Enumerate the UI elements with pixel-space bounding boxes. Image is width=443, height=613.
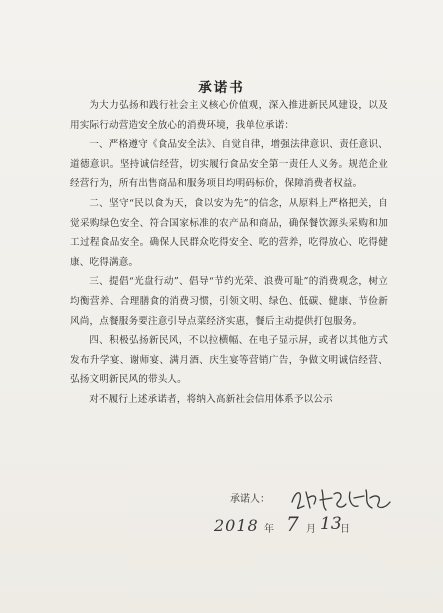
signer-block [230,484,400,512]
pledge-item-3: 三、提倡“光盘行动”、倡导“节约光荣、浪费可耻”的消费观念，树立均衡营养、合理膳食的消费习惯，引领文明、绿色、低碳、健康、节俭新风尚，点餐服务要注意引导点菜经济实惠，餐后主动提供打包服务。 [70,276,388,327]
date-month-unit: 月 [306,524,316,535]
date-day: 13 [320,514,342,534]
pledge-item-1: 一、严格遵守《食品安全法》、自觉自律，增强法律意识、责任意识、道德意识。坚持诚信经营，切实履行食品安全第一责任人义务。规范企业经营行为，所有出售商品和服务项目均明码标价，保障消费者权益。 [70,139,388,190]
document-body [70,96,388,410]
pledge-item-4: 四、积极弘扬新民风，不以拉横幅、在电子显示屏，或者以其他方式发布升学宴、谢师宴、满月酒、庆生宴等营销广告，争做文明诚信经营、弘扬文明新民风的带头人。 [70,335,388,386]
date-day-unit: 日 [340,524,350,535]
date-year-unit: 年 [264,524,274,535]
intro-paragraph: 为大力弘扬和践行社会主义核心价值观，深入推进新民风建设，以及用实际行动营造安全放心的消费环境，我单位承诺： [70,100,388,131]
signer-label: 承诺人： [230,494,270,505]
pledge-item-2: 二、坚守“民以食为天，食以安为先”的信念，从原料上严格把关，自觉采购绿色安全、符合国家标准的农产品和商品，确保餐饮源头采购和加工过程食品安全。确保人民群众吃得安全、吃的营养，吃得放心、吃得健康、吃得满意。 [70,197,388,268]
signing-date [214,514,364,544]
date-year: 2018 [214,516,259,535]
document-title: 承诺书 [198,80,245,96]
closing-paragraph: 对不履行上述承诺者，将纳入高新社会信用体系予以公示 [89,393,333,405]
handwritten-signature [288,484,398,514]
date-month: 7 [286,512,299,536]
